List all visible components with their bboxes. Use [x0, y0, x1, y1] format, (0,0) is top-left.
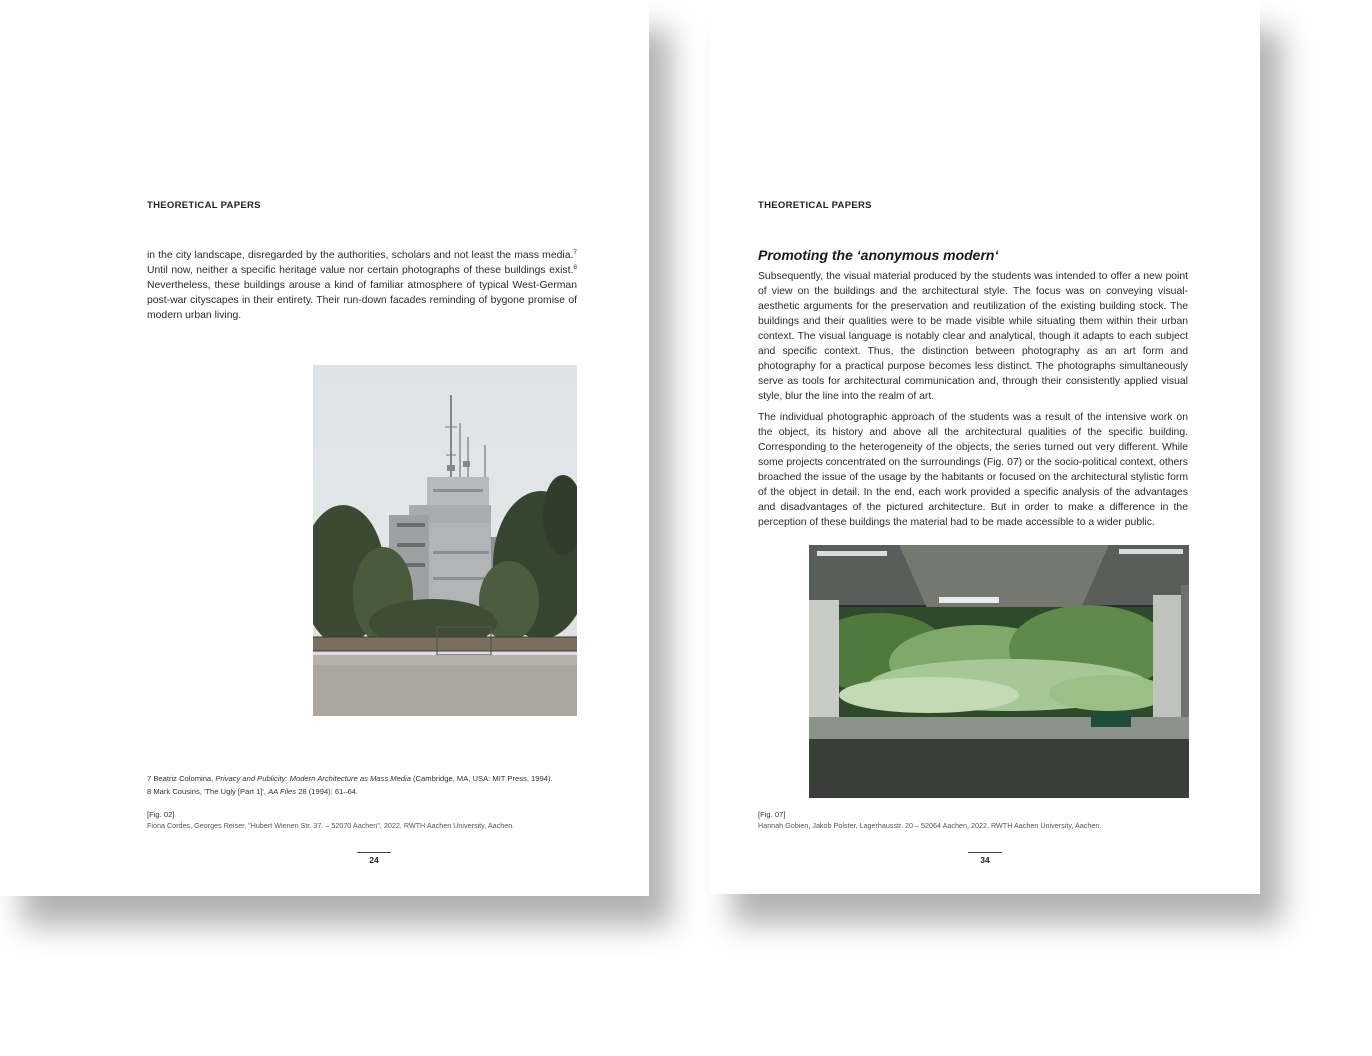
left-page	[0, 0, 649, 896]
parking-garage-illustration	[809, 545, 1189, 798]
paragraph-2: The individual photographic approach of the students was a result of the intensive work on the object, its history and above all the architectural qualities of the specific building. Corresponding to the heterogeneity of the objects, the series turned out very different. While some projects concentrated on the surroundings (Fig. 07) or the socio-political context, others broached the issue of the usage by the habitants or focused on the architectural stylistic form of the object in detail. In the end, each work provided a specific analysis of the advantages and disadvantages of the pictured architecture. But in order to make a difference in the perception of these buildings the material had to be made accessible to a wider public.	[758, 412, 1188, 528]
footnote-8-prefix: 8 Mark Cousins, 'The Ugly [Part 1]',	[147, 787, 269, 796]
page-number-left: 24	[357, 852, 391, 865]
body-line-2: Until now, neither a specific heritage value nor certain photographs of these buildings exist.	[147, 265, 574, 276]
footnote-8-title: AA Files	[268, 787, 297, 796]
figure-credit-left: Fiona Cordes, Georges Reiser, "Hubert Wienen Str. 37. – 52070 Aachen", 2022, RWTH Aachen University, Aachen.	[147, 821, 515, 830]
body-line-3: Nevertheless, these buildings arouse a kind of familiar atmosphere of typical West-German post-war cityscapes in their entirety. Their run-down facades reminding of bygone promise of modern urban living.	[147, 280, 577, 321]
section-heading: Promoting the ‘anonymous modern‘	[758, 247, 999, 263]
footnote-7	[147, 772, 607, 785]
figure-label-right: [Fig. 07]	[758, 810, 786, 819]
parking-garage-photo	[809, 545, 1189, 798]
running-head-left: THEORETICAL PAPERS	[147, 200, 261, 211]
footnote-8-suffix: 28 (1994): 61–64.	[296, 787, 359, 796]
body-line-1: in the city landscape, disregarded by the authorities, scholars and not least the mass media.	[147, 250, 574, 261]
footnote-marker-8: 8	[573, 264, 577, 271]
footnote-marker-7: 7	[573, 249, 577, 256]
building-photo	[313, 365, 577, 716]
page-number-right: 34	[968, 852, 1002, 865]
right-page	[710, 0, 1260, 894]
footnotes	[147, 772, 607, 798]
footnote-7-prefix: 7 Beatriz Colomina,	[147, 774, 216, 783]
footnote-7-suffix: (Cambridge, MA, USA: MIT Press, 1994).	[410, 774, 553, 783]
left-body-text	[147, 248, 577, 323]
right-body-text	[758, 269, 1188, 536]
figure-credit-right: Hannah Gobien, Jakob Polster, Lagerhausstr. 20 – 52064 Aachen, 2022, RWTH Aachen University, Aachen.	[758, 821, 1102, 830]
building-photo-illustration	[313, 365, 577, 716]
running-head-right: THEORETICAL PAPERS	[758, 200, 872, 211]
figure-label-left: [Fig. 02]	[147, 810, 175, 819]
footnote-8	[147, 785, 607, 798]
paragraph-1: Subsequently, the visual material produced by the students was intended to offer a new point of view on the buildings and the architectural style. The focus was on conveying visual-aesthetic arguments for the preservation and reutilization of the existing building stock. The buildings and their qualities were to be made visible while situating them within their urban context. The visual language is notably clear and analytical, though it adapts to each subject and specific context. Thus, the distinction between photography as an art form and photography for a practical purpose becomes less distinct. The photographs simultaneously serve as tools for architectural communication and, through their consistently applied visual style, blur the line into the realm of art.	[758, 271, 1188, 402]
footnote-7-title: Privacy and Publicity: Modern Architecture as Mass Media	[215, 774, 411, 783]
